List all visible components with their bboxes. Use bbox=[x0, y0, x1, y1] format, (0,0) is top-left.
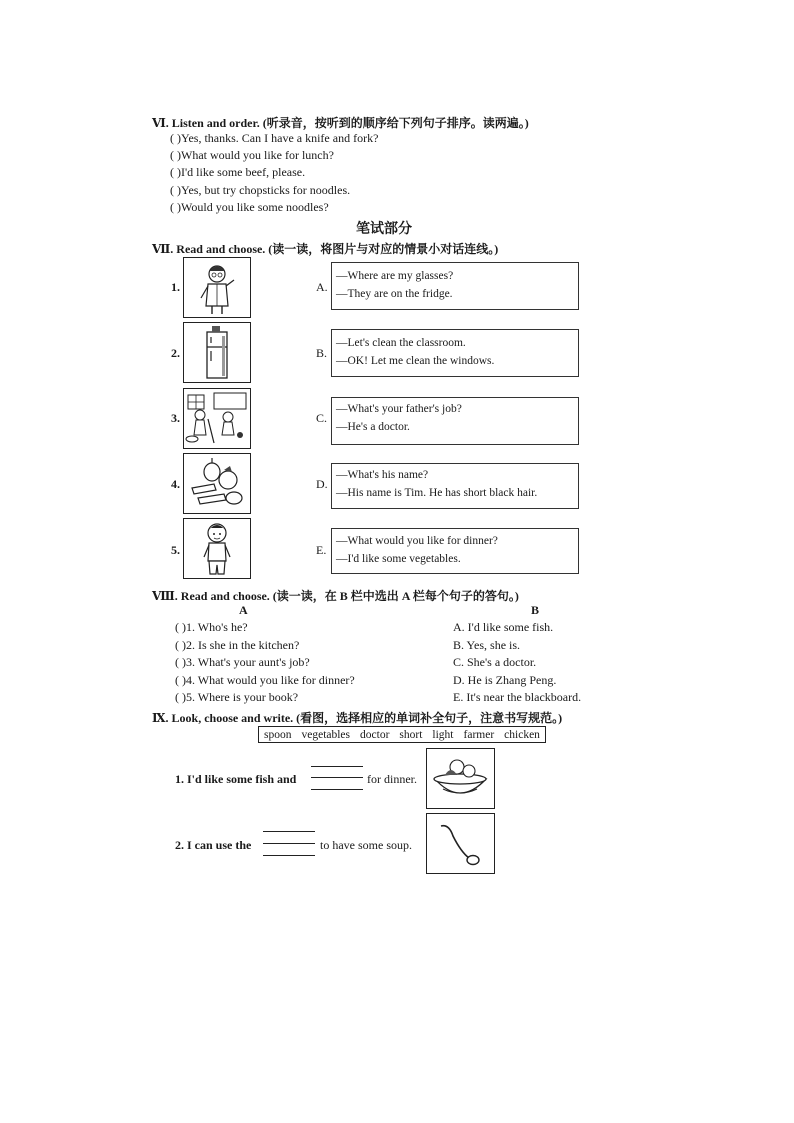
dialogue-line: —What would you like for dinner? bbox=[336, 535, 498, 547]
word: vegetables bbox=[301, 729, 351, 741]
soup-bowl-picture bbox=[426, 748, 495, 809]
answer-paren[interactable]: ( ) bbox=[170, 183, 181, 197]
item-number: 3. bbox=[171, 411, 180, 425]
written-part-title: 笔试部分 bbox=[356, 221, 412, 237]
answer-paren[interactable]: ( ) bbox=[175, 673, 186, 687]
section7-title: Ⅶ. Read and choose. (读一读，将图片与对应的情景小对话连线。) bbox=[152, 242, 499, 256]
spoon-picture bbox=[426, 813, 495, 874]
list-item bbox=[170, 165, 305, 180]
fridge-picture[interactable] bbox=[183, 322, 251, 383]
word: short bbox=[399, 729, 423, 741]
dialogue-line: —Where are my glasses? bbox=[336, 270, 454, 282]
dialogue-box[interactable] bbox=[331, 262, 579, 310]
dialogue-line: —His name is Tim. He has short black hair. bbox=[336, 487, 538, 499]
dialogue-line: —Let's clean the classroom. bbox=[336, 337, 466, 349]
list-item bbox=[170, 148, 334, 163]
row-text: 2. Is she in the kitchen? bbox=[186, 638, 300, 652]
item-number: 2. bbox=[171, 346, 180, 360]
list-item bbox=[170, 183, 350, 198]
row-text: 1. Who's he? bbox=[186, 620, 248, 634]
boy-picture[interactable] bbox=[183, 518, 251, 579]
classroom-picture[interactable] bbox=[183, 388, 251, 449]
question-text: 1. I'd like some fish and bbox=[175, 772, 297, 786]
option-letter: D. bbox=[316, 477, 328, 491]
table-row bbox=[175, 655, 310, 670]
list-item bbox=[170, 200, 329, 215]
answer-paren[interactable]: ( ) bbox=[175, 620, 186, 634]
item-number: 1. bbox=[171, 280, 180, 294]
answer-paren[interactable]: ( ) bbox=[175, 690, 186, 704]
word: light bbox=[432, 729, 454, 741]
answer-paren[interactable]: ( ) bbox=[175, 655, 186, 669]
doctor-picture[interactable] bbox=[183, 257, 251, 318]
vegetables-picture[interactable] bbox=[183, 453, 251, 514]
table-row bbox=[175, 690, 298, 705]
question-2 bbox=[175, 838, 251, 853]
word: farmer bbox=[463, 729, 495, 741]
column-b-header: B bbox=[531, 603, 540, 617]
option-letter: C. bbox=[316, 411, 328, 425]
option-letter: A. bbox=[316, 280, 328, 294]
word-bank bbox=[258, 726, 546, 743]
dialogue-box[interactable] bbox=[331, 397, 579, 445]
item-number: 4. bbox=[171, 477, 180, 491]
section8-title: Ⅷ. Read and choose. (读一读，在 B 栏中选出 A 栏每个句子的答句。) bbox=[152, 589, 519, 603]
table-row bbox=[175, 620, 248, 635]
dialogue-line: —They are on the fridge. bbox=[336, 288, 453, 300]
question-text: 2. I can use the bbox=[175, 838, 252, 852]
row-text: 3. What's your aunt's job? bbox=[186, 655, 310, 669]
question-1 bbox=[175, 772, 296, 787]
table-row bbox=[175, 638, 299, 653]
section9-title: Ⅸ. Look, choose and write. (看图，选择相应的单词补全句子，注意书写规范。) bbox=[152, 711, 563, 725]
dialogue-box[interactable] bbox=[331, 329, 579, 377]
word: doctor bbox=[360, 729, 390, 741]
row-text: 5. Where is your book? bbox=[186, 690, 299, 704]
word: chicken bbox=[504, 729, 540, 741]
list-item-text: I'd like some beef, please. bbox=[181, 165, 306, 179]
answer-option: C. She's a doctor. bbox=[453, 655, 537, 669]
answer-option: A. I'd like some fish. bbox=[453, 620, 554, 634]
dialogue-line: —He's a doctor. bbox=[336, 421, 410, 433]
list-item-text: Yes, but try chopsticks for noodles. bbox=[181, 183, 351, 197]
answer-paren[interactable]: ( ) bbox=[170, 131, 181, 145]
answer-paren[interactable]: ( ) bbox=[170, 148, 181, 162]
item-number: 5. bbox=[171, 543, 180, 557]
dialogue-line: —What's your father's job? bbox=[336, 403, 462, 415]
answer-paren[interactable]: ( ) bbox=[170, 200, 181, 214]
option-letter: E. bbox=[316, 543, 327, 557]
dialogue-line: —I'd like some vegetables. bbox=[336, 553, 461, 565]
dialogue-box[interactable] bbox=[331, 463, 579, 509]
answer-option: B. Yes, she is. bbox=[453, 638, 521, 652]
dialogue-box[interactable] bbox=[331, 528, 579, 574]
table-row bbox=[175, 673, 355, 688]
list-item-text: Would you like some noodles? bbox=[181, 200, 329, 214]
answer-paren[interactable]: ( ) bbox=[175, 638, 186, 652]
section6-title: Ⅵ. Listen and order. (听录音，按听到的顺序给下列句子排序。读两遍。) bbox=[152, 116, 529, 130]
list-item-text: Yes, thanks. Can I have a knife and fork? bbox=[181, 131, 379, 145]
column-a-header: A bbox=[239, 603, 248, 617]
list-item-text: What would you like for lunch? bbox=[181, 148, 334, 162]
answer-option: D. He is Zhang Peng. bbox=[453, 673, 557, 687]
dialogue-line: —OK! Let me clean the windows. bbox=[336, 355, 495, 367]
row-text: 4. What would you like for dinner? bbox=[186, 673, 355, 687]
question-text: to have some soup. bbox=[320, 838, 412, 852]
answer-paren[interactable]: ( ) bbox=[170, 165, 181, 179]
dialogue-line: —What's his name? bbox=[336, 469, 429, 481]
option-letter: B. bbox=[316, 346, 328, 360]
answer-option: E. It's near the blackboard. bbox=[453, 690, 582, 704]
word: spoon bbox=[264, 729, 292, 741]
question-text: for dinner. bbox=[367, 772, 417, 786]
list-item bbox=[170, 131, 378, 146]
